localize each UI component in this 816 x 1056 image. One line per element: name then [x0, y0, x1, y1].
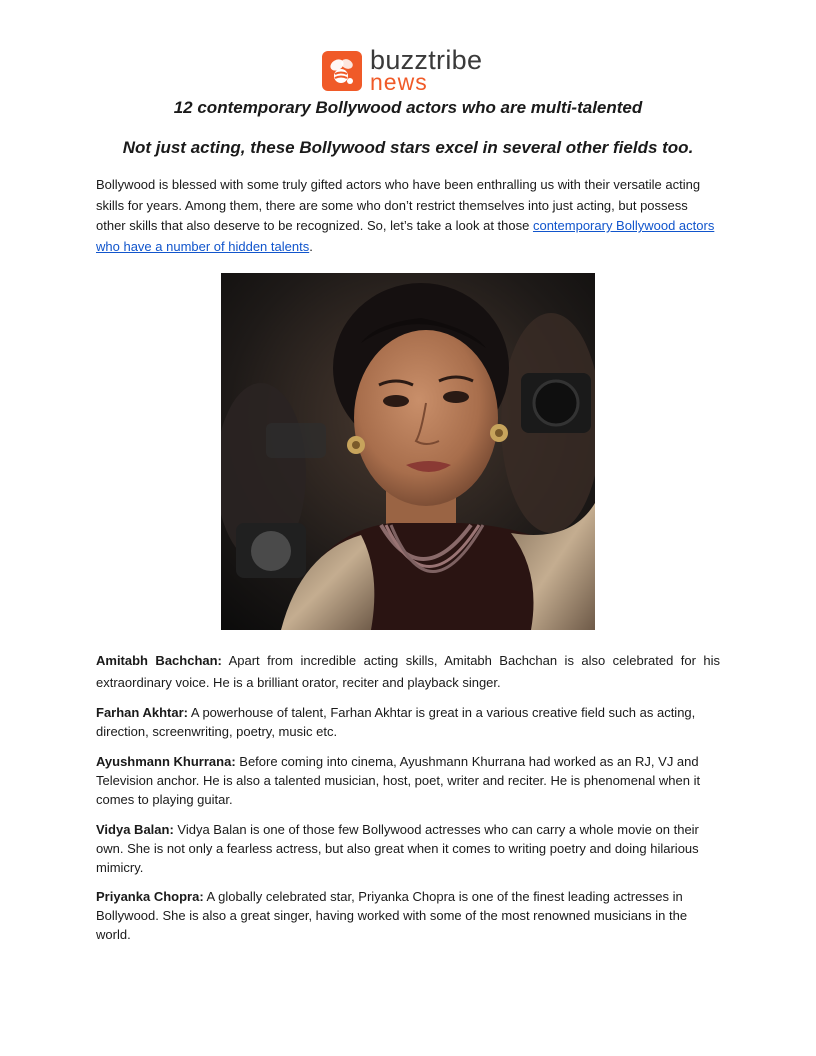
entry-vidya-balan [96, 820, 720, 877]
intro-end: . [309, 238, 313, 254]
entry-text: A powerhouse of talent, Farhan Akhtar is great in a various creative field such as acting, direction, screenwriting, poetry, music etc. [96, 705, 696, 739]
article-title: 12 contemporary Bollywood actors who are multi-talented [173, 98, 643, 117]
entry-text: Before coming into cinema, Ayushmann Khurrana had worked as an RJ, VJ and Television anchor. He is also a talented musician, host, poet, writer and reciter. He is phenomenal when it comes to playing guitar. [96, 754, 701, 807]
entry-name: Vidya Balan: [96, 822, 174, 837]
buzztribe-logo [322, 45, 502, 95]
entry-name: Ayushmann Khurrana: [96, 754, 236, 769]
actress-photo [221, 273, 595, 630]
article-subtitle: Not just acting, these Bollywood stars excel in several other fields too. [122, 138, 694, 157]
actress-portrait-image [221, 273, 595, 630]
entry-amitabh-bachchan [96, 650, 720, 693]
entry-text: A globally celebrated star, Priyanka Chopra is one of the finest leading actresses in Bollywood. She is also a great singer, having worked with some of the most renowned musicians in the world. [96, 889, 688, 942]
bee-icon-graphic [322, 51, 362, 91]
intro-paragraph [96, 175, 720, 257]
entry-name: Priyanka Chopra: [96, 889, 204, 904]
logo-wordmark: buzztribe [370, 45, 483, 75]
logo-subword: news [370, 69, 428, 95]
hidden-talents-link[interactable]: contemporary Bollywood actors who have a number of hidden talents [96, 218, 715, 254]
entry-text: Apart from incredible acting skills, Amitabh Bachchan is also celebrated for his extraordinary voice. He is a brilliant orator, reciter and playback singer. [96, 653, 720, 690]
bee-icon [322, 51, 362, 91]
intro-text: Bollywood is blessed with some truly gifted actors who have been enthralling us with their versatile acting skills for years. Among them, there are some who don’t restrict themselves into just acting, but possess other skills that also deserve to be recognized. So, let’s take a look at those [96, 177, 701, 233]
entry-name: Amitabh Bachchan: [96, 653, 222, 668]
entry-ayushmann-khurrana [96, 752, 720, 809]
entry-name: Farhan Akhtar: [96, 705, 188, 720]
entry-farhan-akhtar [96, 703, 720, 741]
entry-text: Vidya Balan is one of those few Bollywood actresses who can carry a whole movie on their own. She is not only a fearless actress, but also great when it comes to writing poetry and doing hilarious mimicry. [96, 822, 699, 875]
entry-priyanka-chopra [96, 887, 720, 944]
